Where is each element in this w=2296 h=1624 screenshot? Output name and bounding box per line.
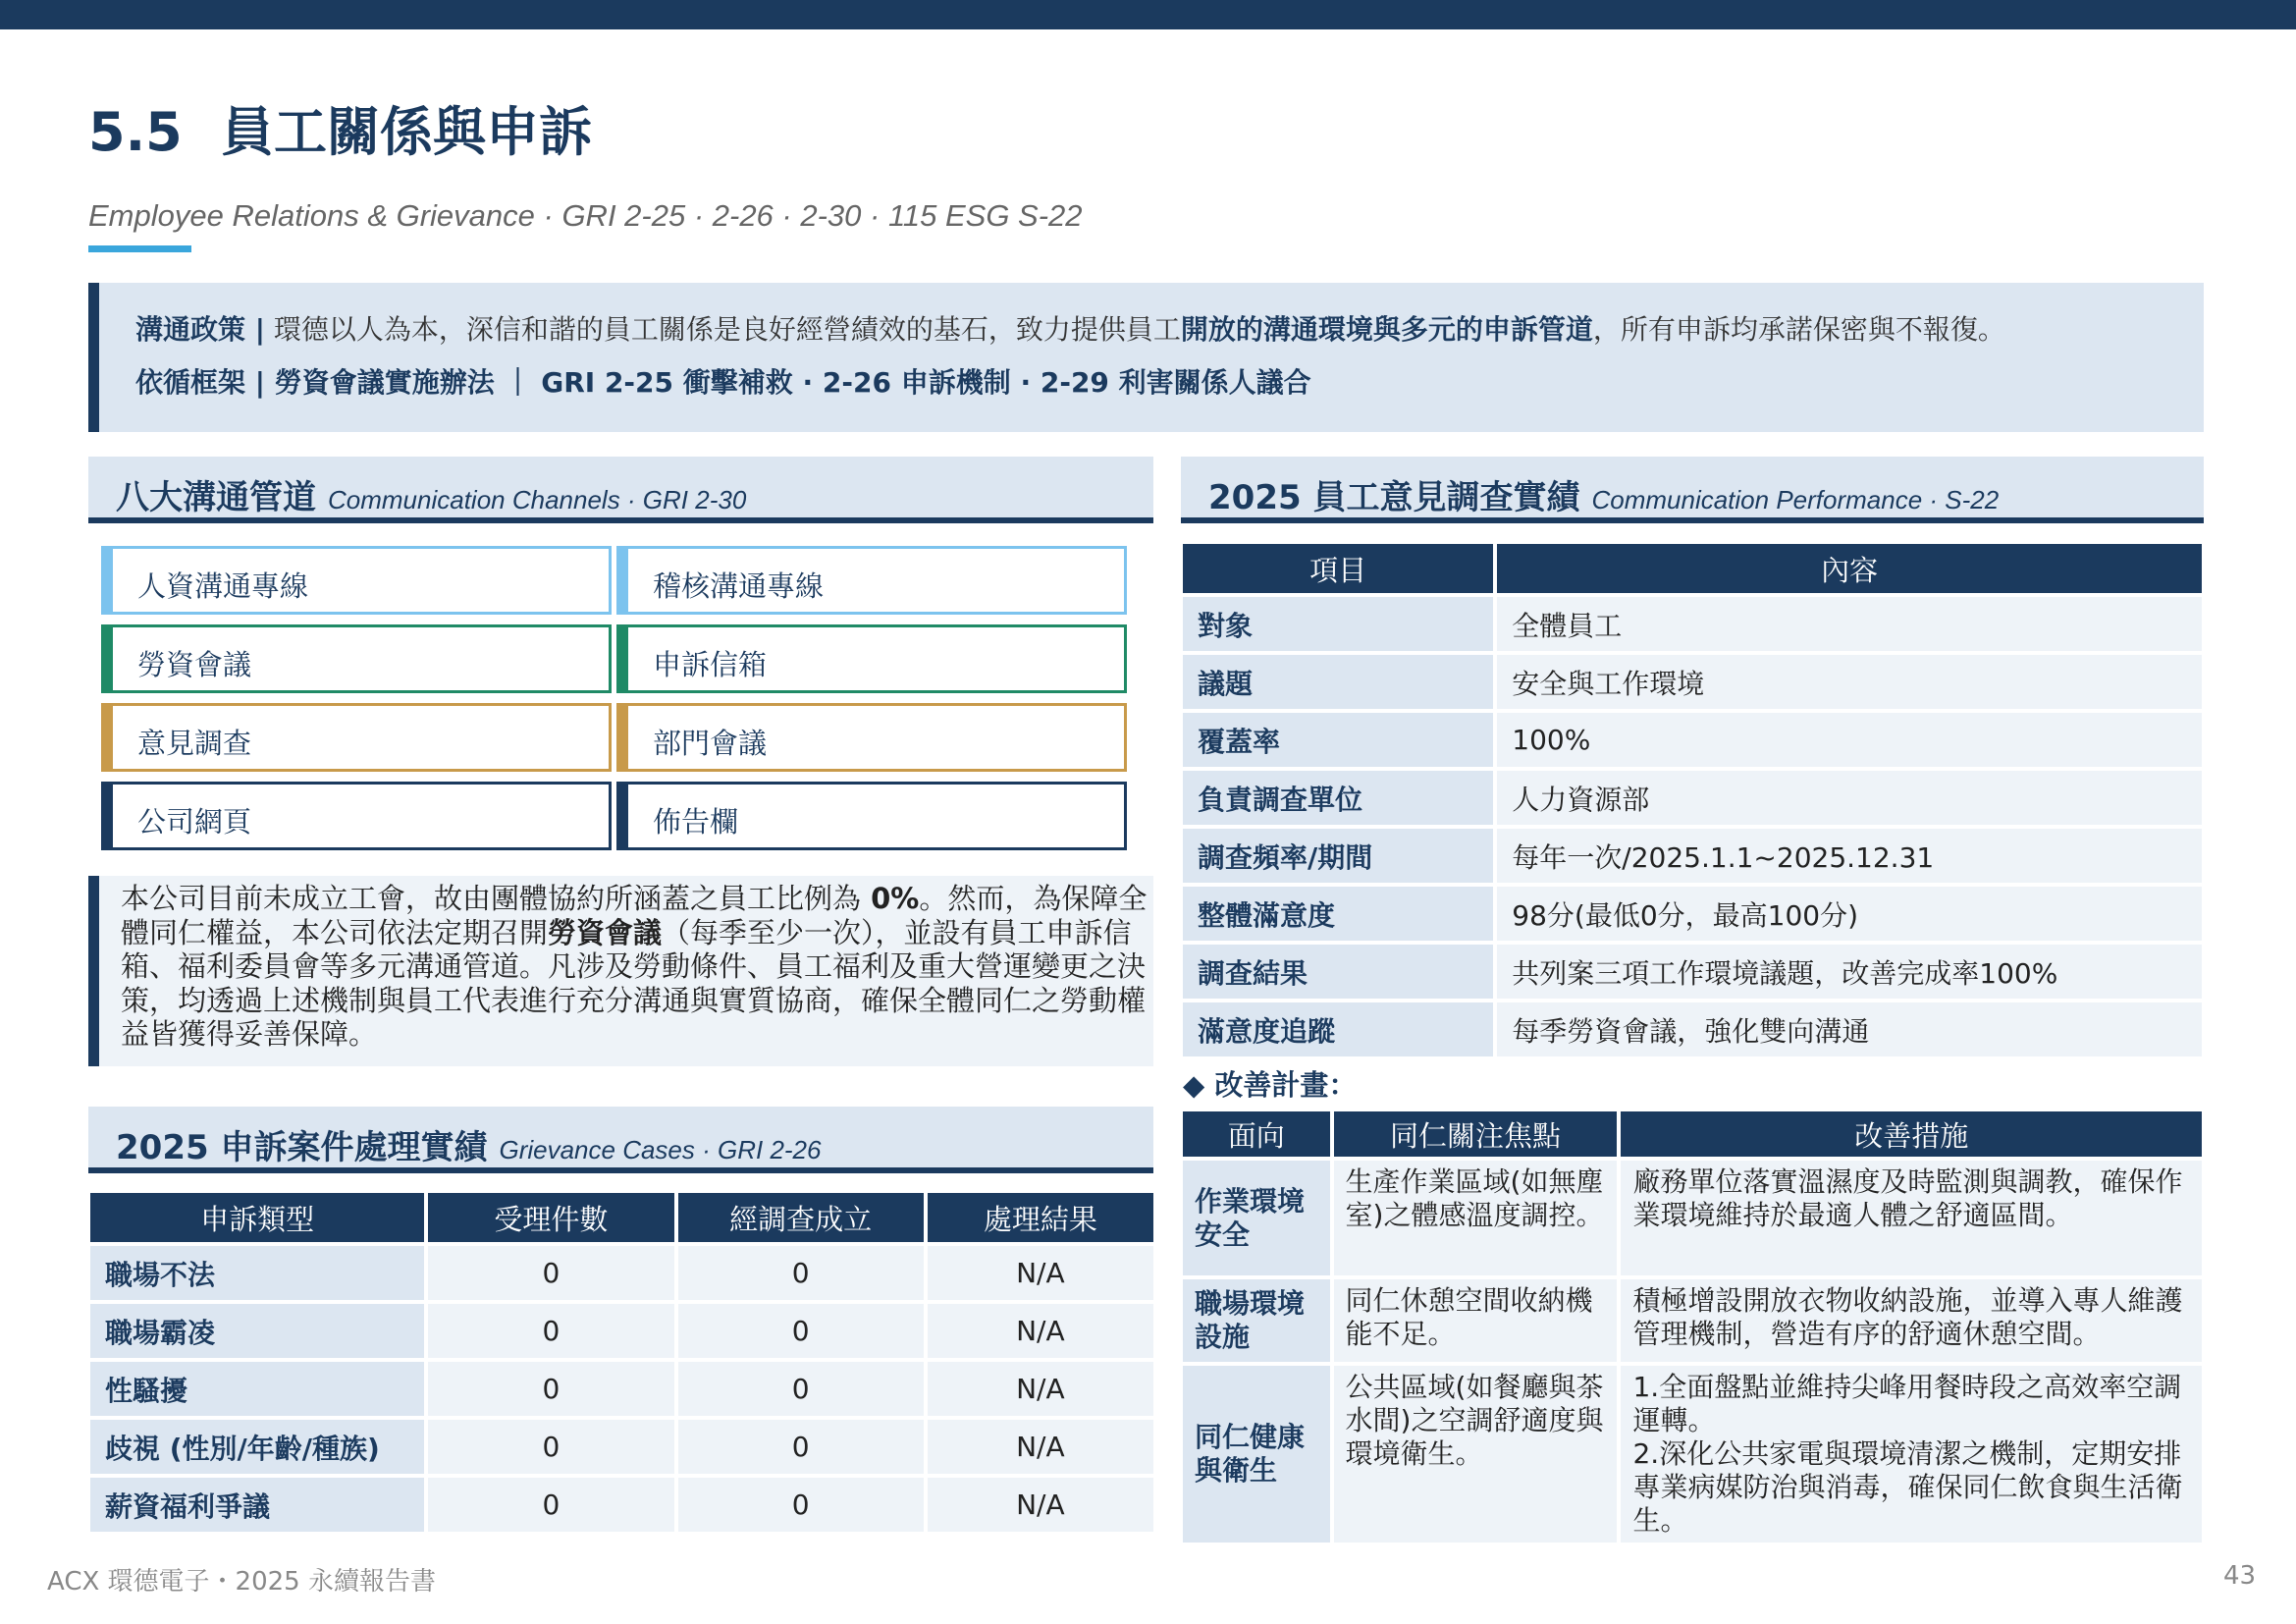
channel-item [616,703,1127,772]
channel-item [101,782,612,850]
cases-received: 0 [428,1362,673,1416]
note-text: 。然而，為保障全體同仁權益，本公司依法定期召開 [121,882,1148,949]
cases-substantiated: 0 [678,1362,924,1416]
framework-label: 依循框架 | [135,366,265,399]
footer-text: ACX 環德電子・2025 永續報告書 [47,1567,436,1597]
grievance-type: 性騷擾 [90,1362,424,1416]
survey-header [1181,457,2204,523]
cases-received: 0 [428,1420,673,1474]
table-row [90,1478,1153,1532]
plan-concern: 同仁休憩空間收納機能不足。 [1334,1279,1618,1362]
channel-item [101,546,612,615]
note-percentage: 0% [861,882,920,915]
framework-text: 勞資會議實施辦法 ｜ [264,366,542,399]
channel-label: 稽核溝通專線 [653,569,825,603]
policy-box [88,283,2204,432]
column-header: 申訴類型 [90,1193,424,1242]
channels-title: 八大溝通管道 [116,478,316,517]
policy-highlight: 開放的溝通環境與多元的申訴管道 [1180,313,1593,346]
policy-row-framework [135,361,1311,401]
table-row [1183,713,2202,767]
table-row [1183,829,2202,883]
table-row [1183,945,2202,999]
channel-label: 申訴信箱 [653,648,768,681]
channel-label: 人資溝通專線 [137,569,309,603]
channel-item [616,624,1127,693]
note-text: （每季至少一次），並設有員工申訴信箱、福利委員會等多元溝通管道。凡涉及勞動條件、員工福利及重大營運變更之決策，均透過上述機制與員工代表進行充分溝通與實質協商，確保全體同仁之勞動權益皆獲得妥善保障。 [121,915,1147,1051]
grievance-header [88,1107,1153,1173]
cases-substantiated: 0 [678,1304,924,1358]
survey-item: 議題 [1183,655,1493,709]
top-banner [0,0,2296,29]
survey-item: 調查結果 [1183,945,1493,999]
table-row [1183,1279,2202,1362]
section-number: 5.5 [88,101,183,163]
grievance-header-row [90,1193,1153,1242]
channel-label: 勞資會議 [137,648,252,681]
survey-title-en: Communication Performance · S-22 [1591,485,2000,514]
channel-item [616,546,1127,615]
plan-action: 積極增設開放衣物收納設施，並導入專人維護管理機制，營造有序的舒適休憩空間。 [1621,1279,2202,1362]
table-row [1183,1366,2202,1543]
grievance-type: 薪資福利爭議 [90,1478,424,1532]
cases-substantiated: 0 [678,1478,924,1532]
channel-item [616,782,1127,850]
survey-value: 每季勞資會議，強化雙向溝通 [1497,1002,2202,1056]
grievance-type: 職場不法 [90,1246,424,1300]
survey-value: 共列案三項工作環境議題，改善完成率100% [1497,945,2202,999]
page-number: 43 [2223,1561,2257,1591]
column-header: 面向 [1183,1111,1330,1157]
grievance-title: 2025 申訴案件處理實績 [116,1128,488,1167]
plan-action: 1.全面盤點並維持尖峰用餐時段之高效率空調運轉。 2.深化公共家電與環境清潔之機制，定期安排專業病媒防治與消毒，確保同仁飲食與生活衛生。 [1621,1366,2202,1543]
note-meeting: 勞資會議 [548,915,663,949]
survey-value: 全體員工 [1497,597,2202,651]
channel-label: 公司網頁 [137,805,252,839]
survey-value: 100% [1497,713,2202,767]
survey-header-row [1183,544,2202,593]
grievance-table [86,1189,1157,1536]
survey-item: 滿意度追蹤 [1183,1002,1493,1056]
table-row [90,1362,1153,1416]
channel-label: 佈告欄 [653,805,739,839]
table-row [1183,771,2202,825]
table-row [1183,597,2202,651]
table-row [90,1420,1153,1474]
page-subtitle: Employee Relations & Grievance · GRI 2-25 · 2-26 · 2-30 · 115 ESG S-22 [88,198,1083,233]
union-note [88,876,1153,1066]
channel-label: 意見調查 [137,727,252,760]
plan-action: 廠務單位落實溫濕度及時監測與調教，確保作業環境維持於最適人體之舒適區間。 [1621,1161,2202,1275]
survey-value: 安全與工作環境 [1497,655,2202,709]
survey-value: 每年一次/2025.1.1~2025.12.31 [1497,829,2202,883]
table-row [1183,655,2202,709]
cases-received: 0 [428,1478,673,1532]
grievance-title-en: Grievance Cases · GRI 2-26 [499,1135,822,1164]
channel-label: 部門會議 [653,727,768,760]
survey-item: 調查頻率/期間 [1183,829,1493,883]
table-row [1183,1002,2202,1056]
case-result: N/A [928,1246,1153,1300]
policy-label: 溝通政策 | [135,313,265,346]
table-row [90,1304,1153,1358]
subtitle-underline [88,245,191,252]
table-row [1183,887,2202,941]
note-text: 本公司目前未成立工會，故由團體協約所涵蓋之員工比例為 [121,882,862,915]
survey-value: 98分(最低0分，最高100分) [1497,887,2202,941]
survey-item: 整體滿意度 [1183,887,1493,941]
cases-substantiated: 0 [678,1246,924,1300]
case-result: N/A [928,1478,1153,1532]
column-header: 內容 [1497,544,2202,593]
case-result: N/A [928,1420,1153,1474]
policy-text-end: ，所有申訴均承諾保密與不報復。 [1592,313,2005,346]
grievance-type: 歧視 (性別/年齡/種族) [90,1420,424,1474]
page-title [88,90,592,166]
plan-header-row [1183,1111,2202,1157]
plan-aspect: 職場環境設施 [1183,1279,1330,1362]
survey-table [1179,540,2206,1060]
framework-gri: GRI 2-25 衝擊補救 · 2-26 申訴機制 · 2-29 利害關係人議合 [541,366,1311,399]
survey-item: 負責調查單位 [1183,771,1493,825]
survey-value: 人力資源部 [1497,771,2202,825]
grievance-type: 職場霸凌 [90,1304,424,1358]
channels-title-en: Communication Channels · GRI 2-30 [328,485,747,514]
cases-received: 0 [428,1304,673,1358]
channel-item [101,624,612,693]
column-header: 經調查成立 [678,1193,924,1242]
table-row [1183,1161,2202,1275]
channel-item [101,703,612,772]
column-header: 改善措施 [1621,1111,2202,1157]
policy-row-communication [135,308,2005,348]
improvement-plan-label: ◆ 改善計畫： [1183,1068,1358,1102]
case-result: N/A [928,1304,1153,1358]
column-header: 同仁關注焦點 [1334,1111,1618,1157]
column-header: 受理件數 [428,1193,673,1242]
cases-substantiated: 0 [678,1420,924,1474]
survey-title: 2025 員工意見調查實績 [1208,478,1580,517]
case-result: N/A [928,1362,1153,1416]
column-header: 項目 [1183,544,1493,593]
table-row [90,1246,1153,1300]
column-header: 處理結果 [928,1193,1153,1242]
plan-concern: 生產作業區域(如無塵室)之體感溫度調控。 [1334,1161,1618,1275]
improvement-plan-table [1179,1108,2206,1546]
survey-item: 對象 [1183,597,1493,651]
plan-aspect: 作業環境安全 [1183,1161,1330,1275]
plan-concern: 公共區域(如餐廳與茶水間)之空調舒適度與環境衛生。 [1334,1366,1618,1543]
cases-received: 0 [428,1246,673,1300]
section-title: 員工關係與申訴 [221,101,592,163]
survey-item: 覆蓋率 [1183,713,1493,767]
channels-header [88,457,1153,523]
policy-text: 環德以人為本，深信和諧的員工關係是良好經營績效的基石，致力提供員工 [264,313,1181,346]
plan-aspect: 同仁健康與衛生 [1183,1366,1330,1543]
